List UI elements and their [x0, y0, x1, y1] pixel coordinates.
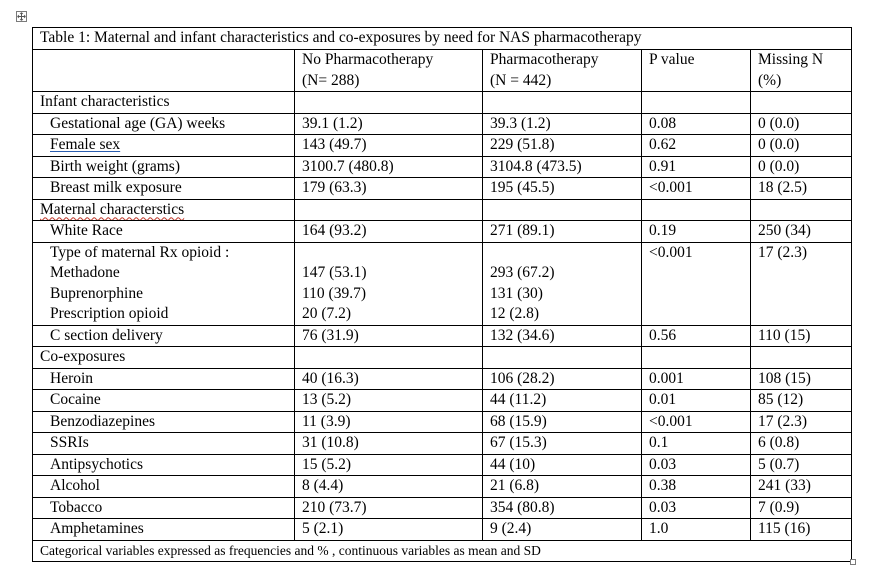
row-label[interactable] — [33, 135, 295, 157]
table-cell: 12 (2.8) — [490, 305, 540, 322]
table-cell[interactable]: 115 (16) — [751, 519, 852, 541]
header-pharm-line2: (N = 442) — [490, 71, 552, 89]
table-cell[interactable]: 0.03 — [642, 497, 751, 519]
table-title-row — [33, 28, 852, 50]
row-label[interactable] — [33, 156, 295, 178]
table-cell-group[interactable] — [483, 242, 642, 325]
table-cell[interactable]: 0.001 — [642, 368, 751, 390]
table-cell[interactable]: 0.38 — [642, 476, 751, 498]
table-cell[interactable] — [483, 199, 642, 221]
row-label[interactable] — [33, 411, 295, 433]
table-cell[interactable] — [483, 347, 642, 369]
row-label-text: Methadone — [50, 264, 120, 281]
table-cell[interactable]: 17 (2.3) — [751, 411, 852, 433]
table-row — [33, 497, 852, 519]
table-cell[interactable]: 108 (15) — [751, 368, 852, 390]
section-row-maternal — [33, 199, 852, 221]
section-maternal-text: Maternal characterstics — [40, 200, 185, 218]
table-cell[interactable]: 210 (73.7) — [295, 497, 483, 519]
table-cell[interactable]: 40 (16.3) — [295, 368, 483, 390]
table-cell[interactable]: 3100.7 (480.8) — [295, 156, 483, 178]
table-row — [33, 454, 852, 476]
table-cell — [302, 243, 482, 264]
row-label-text: Buprenorphine — [50, 284, 143, 302]
table-cell[interactable] — [751, 199, 852, 221]
table-cell[interactable]: 241 (33) — [751, 476, 852, 498]
table-cell: 131 (30) — [490, 284, 543, 302]
row-label-buprenorphine — [40, 284, 294, 305]
row-label[interactable] — [33, 368, 295, 390]
row-label-text: C section delivery — [50, 326, 163, 344]
table-cell[interactable]: 9 (2.4) — [483, 519, 642, 541]
row-label-text: Cocaine — [50, 391, 101, 408]
table-cell-group[interactable] — [295, 242, 483, 325]
row-label-text: Antipsychotics — [50, 455, 143, 473]
row-label-text: Birth weight (grams) — [50, 157, 181, 175]
row-label-text: Alcohol — [50, 477, 100, 494]
table-cell: <0.001 — [649, 243, 693, 261]
table-cell[interactable]: 110 (15) — [751, 325, 852, 347]
table-cell[interactable]: 5 (0.7) — [751, 454, 852, 476]
row-label-text: Female sex — [50, 136, 121, 153]
table-row — [33, 178, 852, 200]
table-cell[interactable]: 250 (34) — [751, 221, 852, 243]
header-no-pharmacotherapy[interactable] — [295, 50, 483, 92]
row-label-methadone — [40, 263, 294, 284]
footnote-row — [33, 540, 852, 562]
table-cell[interactable]: 0.62 — [642, 135, 751, 157]
table-cell[interactable]: 0.56 — [642, 325, 751, 347]
table-cell: 147 (53.1) — [302, 264, 367, 281]
table-row — [33, 390, 852, 412]
section-row-coexposures — [33, 347, 852, 369]
table-cell: 110 (39.7) — [302, 284, 366, 302]
header-pharmacotherapy[interactable] — [483, 50, 642, 92]
table-cell[interactable]: 354 (80.8) — [483, 497, 642, 519]
table-cell[interactable] — [295, 92, 483, 114]
table-cell[interactable]: 0.03 — [642, 454, 751, 476]
table-row — [33, 325, 852, 347]
header-no-pharm-line2: (N= 288) — [302, 71, 360, 89]
table-cell[interactable]: 76 (31.9) — [295, 325, 483, 347]
table-cell: 17 (2.3) — [758, 243, 808, 261]
section-row-infant — [33, 92, 852, 114]
row-label-text: SSRIs — [50, 434, 89, 451]
row-label[interactable] — [33, 325, 295, 347]
row-label[interactable] — [33, 221, 295, 243]
row-label-text: White Race — [50, 222, 123, 239]
table-cell[interactable]: 67 (15.3) — [483, 433, 642, 455]
header-no-pharm-line1: No Pharmacotherapy — [302, 51, 434, 68]
table-cell[interactable] — [751, 92, 852, 114]
table-cell[interactable]: 195 (45.5) — [483, 178, 642, 200]
table-row — [33, 433, 852, 455]
table-cell[interactable]: 0 (0.0) — [751, 113, 852, 135]
table-cell[interactable]: 18 (2.5) — [751, 178, 852, 200]
row-label[interactable] — [33, 113, 295, 135]
row-label[interactable] — [33, 433, 295, 455]
table-cell[interactable]: 13 (5.2) — [295, 390, 483, 412]
table-cell[interactable] — [642, 347, 751, 369]
table-cell[interactable]: 229 (51.8) — [483, 135, 642, 157]
table-cell[interactable]: 11 (3.9) — [295, 411, 483, 433]
table-cell[interactable]: 8 (4.4) — [295, 476, 483, 498]
header-missing-line2: (%) — [758, 71, 782, 89]
row-label-text: Tobacco — [50, 498, 103, 516]
table-cell[interactable]: 39.1 (1.2) — [295, 113, 483, 135]
header-missing-line1: Missing N — [758, 51, 824, 68]
table-cell[interactable]: 68 (15.9) — [483, 411, 642, 433]
table-cell[interactable]: <0.001 — [642, 411, 751, 433]
table-cell[interactable]: 106 (28.2) — [483, 368, 642, 390]
table-cell[interactable]: 179 (63.3) — [295, 178, 483, 200]
table-cell[interactable]: 39.3 (1.2) — [483, 113, 642, 135]
row-label-text: Benzodiazepines — [50, 412, 156, 430]
table-cell[interactable]: 0.91 — [642, 156, 751, 178]
table-row — [33, 221, 852, 243]
table-cell[interactable] — [295, 199, 483, 221]
table-header-row — [33, 50, 852, 92]
table-row — [33, 135, 852, 157]
row-label[interactable] — [33, 497, 295, 519]
table-cell[interactable]: 85 (12) — [751, 390, 852, 412]
header-missing[interactable] — [751, 50, 852, 92]
table-cell[interactable]: 0.19 — [642, 221, 751, 243]
table-cell[interactable]: 44 (11.2) — [483, 390, 642, 412]
table-cell[interactable]: 271 (89.1) — [483, 221, 642, 243]
header-p-value[interactable] — [642, 50, 751, 92]
table-cell[interactable]: 0.01 — [642, 390, 751, 412]
section-maternal-label[interactable] — [33, 199, 295, 221]
table-row-group-rx-opioid — [33, 242, 852, 325]
row-label-text: Heroin — [50, 369, 94, 387]
table-row — [33, 476, 852, 498]
table-cell: 20 (7.2) — [302, 305, 352, 322]
table-row — [33, 368, 852, 390]
row-label[interactable] — [33, 178, 295, 200]
table-cell[interactable] — [751, 347, 852, 369]
table-cell[interactable] — [642, 199, 751, 221]
table-cell — [490, 243, 641, 264]
row-label-group[interactable] — [33, 242, 295, 325]
table-cell[interactable]: 44 (10) — [483, 454, 642, 476]
table-cell[interactable]: 164 (93.2) — [295, 221, 483, 243]
table-cell: 293 (67.2) — [490, 264, 555, 281]
table-cell[interactable]: 6 (0.8) — [751, 433, 852, 455]
table-cell[interactable]: 132 (34.6) — [483, 325, 642, 347]
table-cell[interactable]: 3104.8 (473.5) — [483, 156, 642, 178]
table-cell[interactable] — [483, 92, 642, 114]
section-coexposures-label[interactable]: Co-exposures — [33, 347, 295, 369]
table-row — [33, 113, 852, 135]
table-resize-handle-icon[interactable] — [850, 559, 856, 565]
row-label[interactable] — [33, 476, 295, 498]
row-label-text: Type of maternal Rx opioid : — [50, 243, 230, 261]
table-cell[interactable]: 5 (2.1) — [295, 519, 483, 541]
table-cell[interactable]: 21 (6.8) — [483, 476, 642, 498]
header-pharm-line1: Pharmacotherapy — [490, 51, 599, 68]
row-label[interactable] — [33, 519, 295, 541]
section-infant-label[interactable]: Infant characteristics — [33, 92, 295, 114]
table-cell[interactable] — [642, 92, 751, 114]
table-cell[interactable]: 7 (0.9) — [751, 497, 852, 519]
row-label[interactable] — [33, 454, 295, 476]
table-cell[interactable] — [295, 347, 483, 369]
table-cell[interactable]: 0 (0.0) — [751, 135, 852, 157]
table-cell[interactable]: 143 (49.7) — [295, 135, 483, 157]
header-p-value-label: P value — [649, 51, 695, 68]
table-cell[interactable]: 15 (5.2) — [295, 454, 483, 476]
row-label-prescription — [40, 304, 294, 325]
row-label-rx-type — [40, 243, 294, 264]
row-label-text: Breast milk exposure — [50, 179, 182, 196]
row-label-text: Prescription opioid — [50, 305, 169, 322]
row-label[interactable] — [33, 390, 295, 412]
characteristics-table — [32, 27, 852, 562]
table-title[interactable]: Table 1: Maternal and infant characteristics and co-exposures by need for NAS pharmacotherapy — [33, 28, 852, 50]
table-row — [33, 519, 852, 541]
table-cell[interactable]: 0.1 — [642, 433, 751, 455]
header-blank-cell[interactable] — [33, 50, 295, 92]
row-label-text: Gestational age (GA) weeks — [50, 114, 226, 132]
table-row — [33, 156, 852, 178]
table-cell[interactable]: 0.08 — [642, 113, 751, 135]
table-move-handle-icon[interactable] — [16, 11, 27, 22]
table-cell[interactable]: <0.001 — [642, 178, 751, 200]
table-cell[interactable]: 31 (10.8) — [295, 433, 483, 455]
table-cell-group[interactable] — [751, 242, 852, 325]
table-cell-group[interactable] — [642, 242, 751, 325]
table-cell[interactable]: 0 (0.0) — [751, 156, 852, 178]
table-row — [33, 411, 852, 433]
row-label-text: Amphetamines — [50, 520, 144, 537]
table-footnote[interactable]: Categorical variables expressed as frequencies and % , continuous variables as mean and SD — [33, 540, 852, 562]
table-cell[interactable]: 1.0 — [642, 519, 751, 541]
